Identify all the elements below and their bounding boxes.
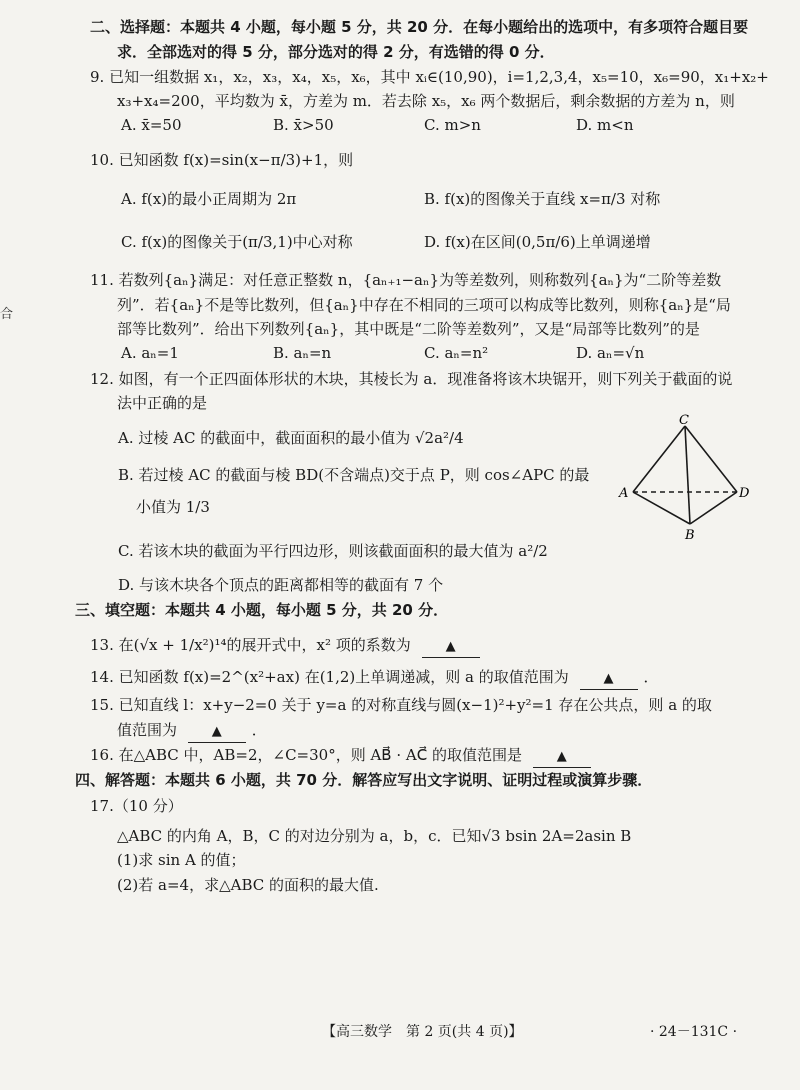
q17-part1: (1)求 sin A 的值； bbox=[117, 851, 246, 869]
q13-line bbox=[90, 635, 486, 658]
q14-text: 14. 已知函数 f(x)=2^(x²+ax) 在(1,2)上单调递减，则 a 的取值范围为 bbox=[90, 668, 569, 686]
q16-line bbox=[90, 745, 597, 768]
q11-line3: 部等比数列”．给出下列数列{aₙ}，其中既是“二阶等差数列”，又是“局部等比数列”的是 bbox=[117, 320, 700, 338]
q10-option-a: A. f(x)的最小正周期为 2π bbox=[121, 190, 297, 208]
triangle-icon: ▲ bbox=[211, 724, 222, 739]
q11-line1: 11. 若数列{aₙ}满足：对任意正整数 n，{aₙ₊₁−aₙ}为等差数列，则称数列{aₙ}为“二阶等差数 bbox=[90, 271, 722, 289]
section3-heading: 三、填空题：本题共 4 小题，每小题 5 分，共 20 分． bbox=[75, 601, 449, 619]
q11-option-b: B. aₙ=n bbox=[273, 344, 332, 362]
q10-option-b: B. f(x)的图像关于直线 x=π/3 对称 bbox=[424, 190, 661, 208]
q15-end: ． bbox=[251, 721, 267, 739]
q14-answer-blank[interactable] bbox=[580, 667, 638, 690]
q12-option-a: A. 过棱 AC 的截面中，截面面积的最小值为 √2a²/4 bbox=[118, 429, 464, 447]
vertex-label-d: D bbox=[739, 486, 750, 501]
q13-answer-blank[interactable] bbox=[422, 635, 480, 658]
q16-text: 16. 在△ABC 中，AB=2，∠C=30°，则 AB⃗ · AC⃗ 的取值范围是 bbox=[90, 746, 522, 764]
margin-mark: 合 bbox=[0, 307, 14, 322]
q9-option-a: A. x̄=50 bbox=[121, 116, 182, 134]
q11-option-d: D. aₙ=√n bbox=[576, 344, 645, 362]
triangle-icon: ▲ bbox=[445, 639, 456, 654]
q9-option-c: C. m>n bbox=[424, 116, 481, 134]
q9-option-d: D. m<n bbox=[576, 116, 634, 134]
q13-text: 13. 在(√x + 1/x²)¹⁴的展开式中，x² 项的系数为 bbox=[90, 636, 411, 654]
q14-end: ． bbox=[643, 668, 659, 686]
edge-bd bbox=[690, 492, 737, 524]
q15-text-end: 值范围为 bbox=[117, 721, 178, 739]
vertex-label-b: B bbox=[685, 528, 695, 542]
q10-option-c: C. f(x)的图像关于(π/3,1)中心对称 bbox=[121, 233, 353, 251]
q16-answer-blank[interactable] bbox=[533, 745, 591, 768]
q17-stem: △ABC 的内角 A，B，C 的对边分别为 a，b，c．已知√3 bsin 2A=2asin B bbox=[117, 827, 632, 845]
q17-score: 17.（10 分） bbox=[90, 797, 183, 815]
section4-heading: 四、解答题：本题共 6 小题，共 70 分．解答应写出文字说明、证明过程或演算步骤． bbox=[75, 771, 653, 789]
q11-option-c: C. aₙ=n² bbox=[424, 344, 489, 362]
q15-answer-blank[interactable] bbox=[188, 720, 246, 743]
footer-exam-code: · 24－131C · bbox=[650, 1024, 738, 1040]
q12-line2: 法中正确的是 bbox=[117, 394, 208, 412]
q12-option-c: C. 若该木块的截面为平行四边形，则该截面面积的最大值为 a²/2 bbox=[118, 542, 548, 560]
q12-line1: 12. 如图，有一个正四面体形状的木块，其棱长为 a．现准备将该木块锯开，则下列关于截面的说 bbox=[90, 370, 733, 388]
section2-heading-line1: 二、选择题：本题共 4 小题，每小题 5 分，共 20 分．在每小题给出的选项中，有多项符合题目要 bbox=[90, 18, 749, 36]
triangle-icon: ▲ bbox=[556, 749, 567, 764]
q9-line2: x₃+x₄=200，平均数为 x̄，方差为 m．若去除 x₅，x₆ 两个数据后，剩余数据的方差为 n，则 bbox=[117, 92, 735, 110]
edge-ab bbox=[633, 492, 690, 524]
q9-option-b: B. x̄>50 bbox=[273, 116, 334, 134]
vertex-label-a: A bbox=[619, 486, 629, 501]
vertex-label-c: C bbox=[679, 413, 689, 428]
q12-option-b-line2: 小值为 1/3 bbox=[136, 498, 210, 516]
q9-line1: 9. 已知一组数据 x₁，x₂，x₃，x₄，x₅，x₆，其中 xᵢ∈(10,90)，i=1,2,3,4，x₅=10，x₆=90，x₁+x₂+ bbox=[90, 68, 769, 86]
q12-option-d: D. 与该木块各个顶点的距离都相等的截面有 7 个 bbox=[118, 576, 444, 594]
q10-line1: 10. 已知函数 f(x)=sin(x−π/3)+1，则 bbox=[90, 151, 354, 169]
q14-line bbox=[90, 667, 659, 690]
q17-part2: (2)若 a=4，求△ABC 的面积的最大值. bbox=[117, 876, 379, 894]
edge-cd bbox=[685, 426, 737, 492]
section2-heading-line2: 求．全部选对的得 5 分，部分选对的得 2 分，有选错的得 0 分． bbox=[117, 43, 555, 61]
edge-ca bbox=[633, 426, 685, 492]
edge-cb bbox=[685, 426, 690, 524]
q15-line1: 15. 已知直线 l：x+y−2=0 关于 y=a 的对称直线与圆(x−1)²+y²=1 存在公共点，则 a 的取 bbox=[90, 696, 712, 714]
tetrahedron-figure bbox=[617, 412, 767, 542]
q11-option-a: A. aₙ=1 bbox=[121, 344, 179, 362]
triangle-icon: ▲ bbox=[603, 671, 614, 686]
footer-page-info: 【高三数学 第 2 页(共 4 页)】 bbox=[322, 1024, 523, 1040]
q10-option-d: D. f(x)在区间(0,5π/6)上单调递增 bbox=[424, 233, 651, 251]
q11-line2: 列”．若{aₙ}不是等比数列，但{aₙ}中存在不相同的三项可以构成等比数列，则称{aₙ}是“局 bbox=[117, 296, 731, 314]
q12-option-b-line1: B. 若过棱 AC 的截面与棱 BD(不含端点)交于点 P，则 cos∠APC 的最 bbox=[118, 466, 590, 484]
q15-line2 bbox=[117, 720, 267, 743]
